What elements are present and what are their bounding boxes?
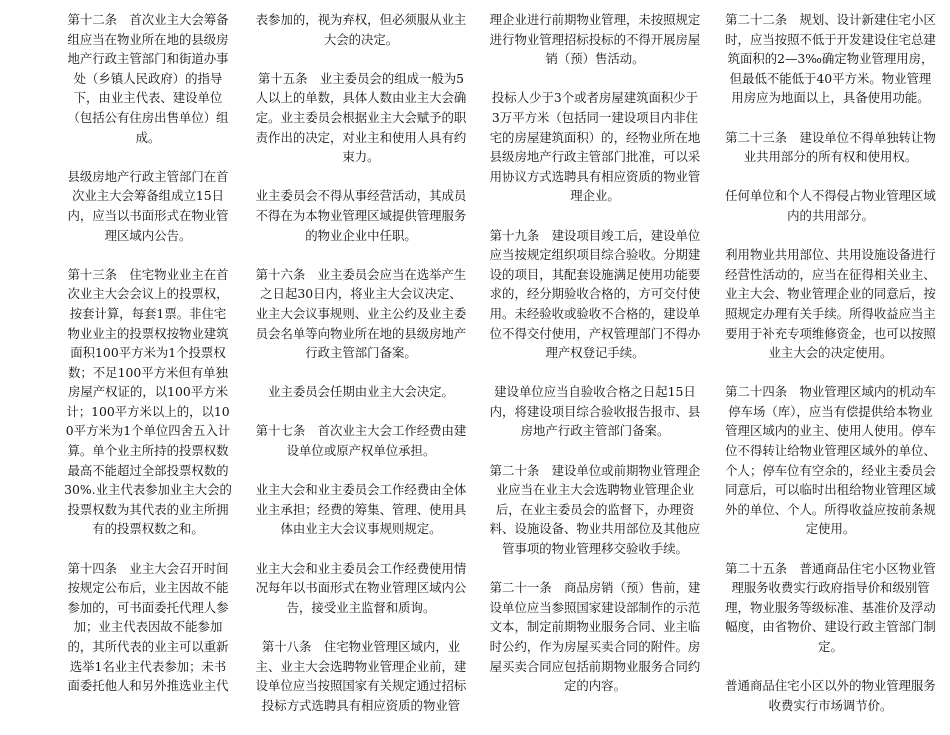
paragraph: 普通商品住宅小区以外的物业管理服务收费实行市场调节价。 [725, 678, 936, 713]
paragraph: 第二十一条 商品房销（预）售前，建设单位应当参照国家建设部制作的示范文本，制定前期物业服务合同、业主临时公约，作为房屋买卖合同的附件。房屋买卖合同应包括前期物业服务合同约定的内容。 [489, 580, 701, 694]
text-column-4 [724, 10, 937, 735]
paragraph: 第二十条 建设单位或前期物业管理企业应当在业主大会选聘物业管理企业后，在业主委员会的监督下，办理资料、设施设备、物业共用部位及其他应管事项的物业管理移交验收手续。 [489, 462, 701, 557]
paragraph: 利用物业共用部位、共用设施设备进行经营性活动的，应当在征得相关业主、业主大会、物业管理企业的同意后，按照规定办理有关手续。所得收益应当主要用于补充专项维修资金，也可以按照业主大会的决定使用。 [725, 247, 936, 361]
paragraph: 第十九条 建设项目竣工后，建设单位应当按规定组织项目综合验收。分期建设的项目，其配套设施满足使用功能要求的，经分期验收合格的，方可交付使用。未经验收或验收不合格的，建设单位不得交付使用，产权管理部门不得办理产权登记手续。 [489, 227, 701, 361]
paragraph: 县级房地产行政主管部门在首次业主大会筹备组成立15日内，应当以书面形式在物业管理区域内公告。 [67, 168, 229, 243]
paragraph: 第十七条 首次业主大会工作经费由建设单位或原产权单位承担。 [255, 423, 467, 459]
paragraph: 业主委员会任期由业主大会决定。 [268, 384, 454, 400]
paragraph: 投标人少于3个或者房屋建筑面积少于3万平方米（包括同一建设项目内非住宅的房屋建筑面积）的，经物业所在地县级房地产行政主管部门批准，可以采用协议方式选聘具有相应资质的物业管理企业。 [489, 90, 701, 204]
paragraph: 第二十五条 普通商品住宅小区物业管理服务收费实行政府指导价和级别管理，物业服务等级标准、基准价及浮动幅度，由省物价、建设行政主管部门制定。 [725, 560, 936, 654]
paragraph: 第二十三条 建设单位不得单独转让物业共用部分的所有权和使用权。 [725, 129, 936, 165]
paragraph: 理企业进行前期物业管理，未按照规定进行物业管理招标投标的不得开展房屋销（预）售活动。 [489, 12, 701, 67]
paragraph: 第十三条 住宅物业业主在首次业主大会会议上的投票权，按套计算，每套1票。非住宅物业业主的投票权按物业建筑面积100平方米为1个投票权数；不足100平方米但有单独房屋产权证的，以100平方米计；100平方米以上的，以100平方米为1个单位四舍五入计算。单个业主所持的投票权数最高不能超过全部投票权数的30%.业主代表参加业主大会的投票权数为其代表的业主所拥有的投票权数之和。 [64, 266, 232, 537]
paragraph: 第二十四条 物业管理区域内的机动车停车场（库），应当有偿提供给本物业管理区域内的业主、使用人使用。停车位不得转让给物业管理区域外的单位、个人；停车位有空余的，经业主委员会同意后，可以临时出租给物业管理区域外的单位、个人。所得收益应按前条规定使用。 [725, 384, 936, 537]
paragraph: 任何单位和个人不得侵占物业管理区域内的共用部分。 [725, 188, 936, 223]
paragraph: 第十四条 业主大会召开时间按规定公布后，业主因故不能参加的，可书面委托代理人参加；业主代表因故不能参加的，其所代表的业主可以重新选举1名业主代表参加；未书面委托他人和另外推选业主代 [67, 560, 229, 694]
paragraph: 表参加的，视为弃权，但必须服从业主大会的决定。 [255, 12, 467, 47]
paragraph: 第十二条 首次业主大会筹备组应当在物业所在地的县级房地产行政主管部门和街道办事处（乡镇人民政府）的指导下，由业主代表、建设单位（包括公有住房出售单位）组成。 [67, 12, 229, 145]
paragraph: 业主大会和业主委员会工作经费由全体业主承担；经费的筹集、管理、使用具体由业主大会议事规则规定。 [255, 482, 467, 537]
paragraph: 建设单位应当自验收合格之日起15日内，将建设项目综合验收报告报市、县房地产行政主管部门备案。 [489, 384, 701, 439]
paragraph: 第十六条 业主委员会应当在选举产生之日起30日内，将业主大会议决定、业主大会议事规则、业主公约及业主委员会名单等向物业所在地的县级房地产行政主管部门备案。 [255, 266, 467, 361]
text-column-1 [64, 10, 232, 715]
text-column-2 [255, 10, 467, 735]
paragraph: 业主大会和业主委员会工作经费使用情况每年以书面形式在物业管理区域内公告，接受业主监督和质询。 [255, 560, 467, 615]
paragraph: 第十五条 业主委员会的组成一般为5人以上的单数，具体人数由业主大会确定。业主委员会根据业主大会赋予的职责作出的决定，对业主和使用人具有约束力。 [255, 70, 467, 165]
text-column-3 [489, 10, 701, 715]
paragraph: 第二十二条 规划、设计新建住宅小区时，应当按照不低于开发建设住宅总建筑面积的2—3‰确定物业管理用房，但最低不能低于40平方米。物业管理用房应为地面以上，具备使用功能。 [725, 12, 936, 106]
paragraph: 第十八条 住宅物业管理区域内，业主、业主大会选聘物业管理企业前，建设单位应当按照国家有关规定通过招标投标方式选聘具有相应资质的物业管 [255, 639, 467, 713]
paragraph: 业主委员会不得从事经营活动，其成员不得在为本物业管理区域提供管理服务的物业企业中任职。 [255, 188, 467, 243]
